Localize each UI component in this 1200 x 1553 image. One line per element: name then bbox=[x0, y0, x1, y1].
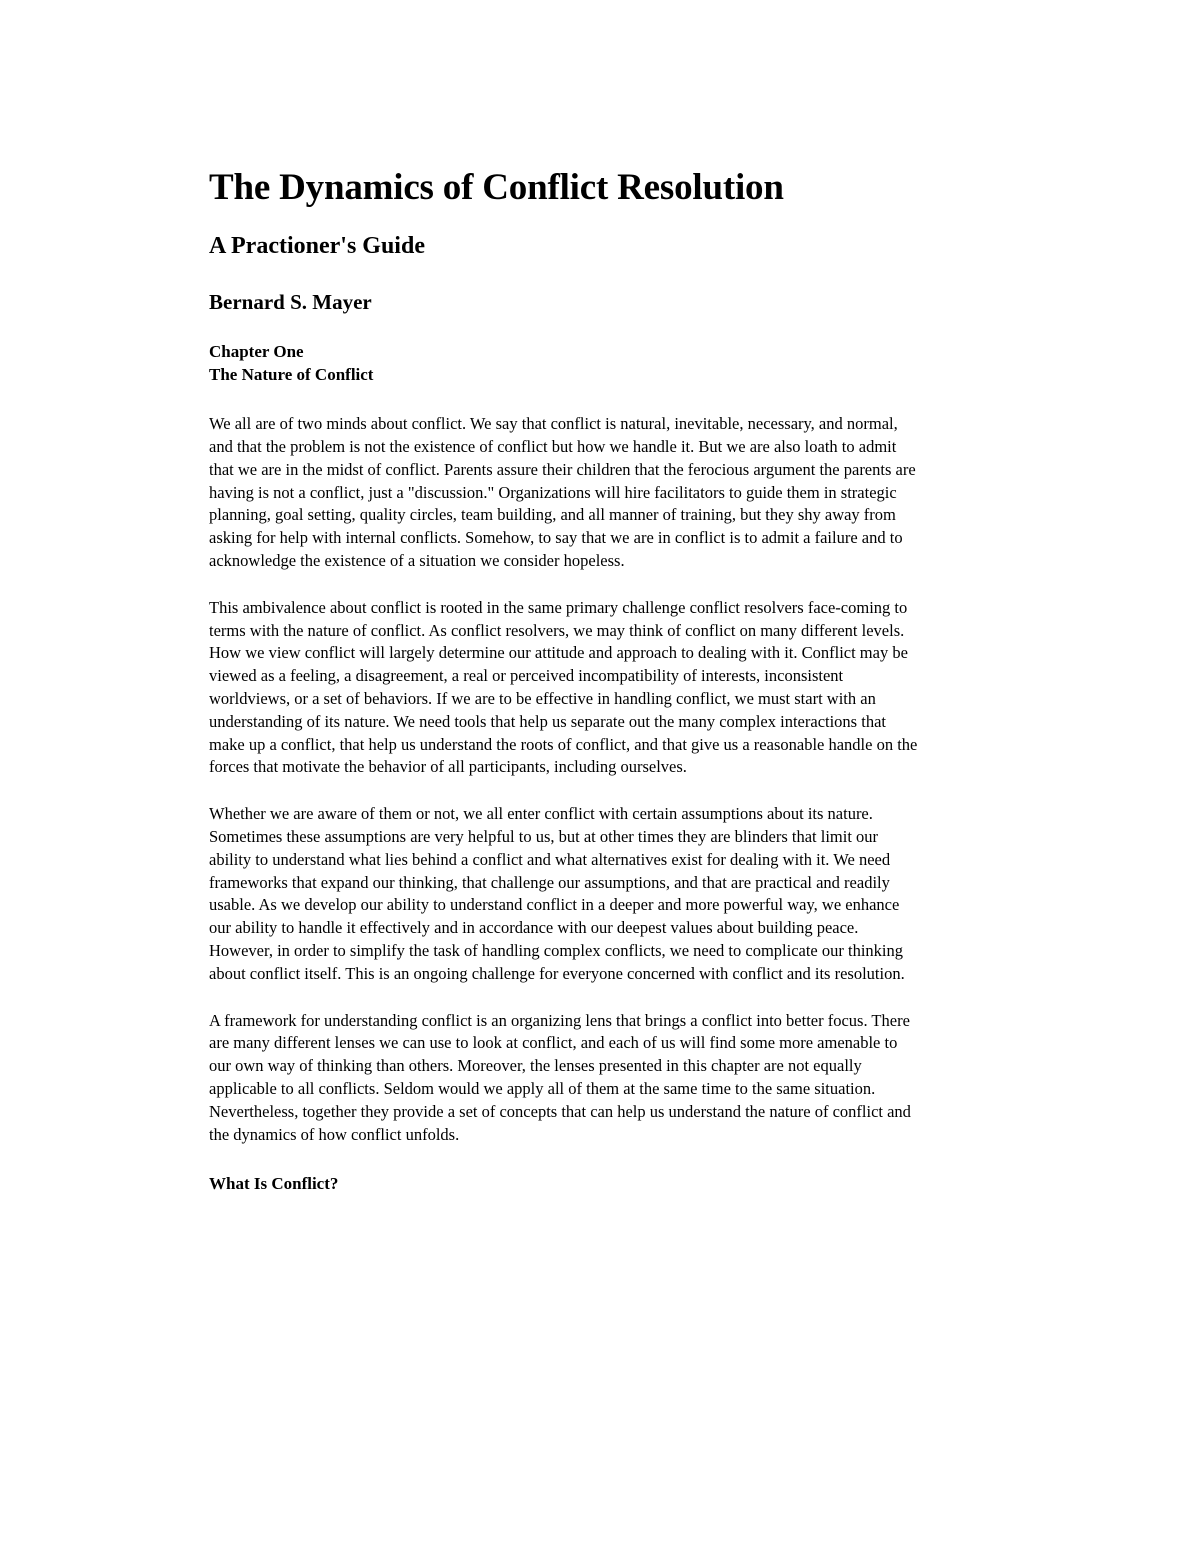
section-heading: What Is Conflict? bbox=[209, 1174, 339, 1194]
body-paragraph: A framework for understanding conflict is an organizing lens that brings a conflict into better focus. There are many different lenses we can use to look at conflict, and each of us will find some more amenable to our own way of thinking than others. Moreover, the lenses presented in this chapter are not equally applicable to all conflicts. Seldom would we apply all of them at the same time to the same situation. Nevertheless, together they provide a set of concepts that can help us understand the nature of conflict and the dynamics of how conflict unfolds. bbox=[209, 1010, 911, 1144]
chapter-number: Chapter One bbox=[209, 342, 304, 361]
chapter-title: The Nature of Conflict bbox=[209, 364, 374, 384]
body-paragraph: This ambivalence about conflict is rooted in the same primary challenge conflict resolvers face-coming to terms with the nature of conflict. As conflict resolvers, we may think of conflict on many different levels. How we view conflict will largely determine our attitude and approach to dealing with it. Conflict may be viewed as a feeling, a disagreement, a real or perceived incompatibility of interests, inconsistent worldviews, or a set of behaviors. If we are to be effective in handling conflict, we must start with an understanding of its nature. We need tools that help us separate out the many complex interactions that make up a conflict, that help us understand the roots of conflict, and that give us a reasonable handle on the forces that motivate the behavior of all participants, including ourselves. bbox=[209, 597, 918, 777]
book-subtitle: A Practioner's Guide bbox=[209, 233, 425, 259]
book-author: Bernard S. Mayer bbox=[209, 290, 372, 314]
document-content bbox=[209, 165, 919, 1195]
chapter-heading bbox=[209, 341, 919, 386]
body-paragraph: Whether we are aware of them or not, we all enter conflict with certain assumptions about its nature. Sometimes these assumptions are very helpful to us, but at other times they are blinders that limit our ability to understand what lies behind a conflict and what alternatives exist for dealing with it. We need frameworks that expand our thinking, that challenge our assumptions, and that are practical and readily usable. As we develop our ability to understand conflict in a deeper and more powerful way, we enhance our ability to handle it effectively and in accordance with our deepest values about building peace. However, in order to simplify the task of handling complex conflicts, we need to complicate our thinking about conflict itself. This is an ongoing challenge for everyone concerned with conflict and its resolution. bbox=[209, 804, 905, 983]
book-title: The Dynamics of Conflict Resolution bbox=[209, 167, 784, 208]
body-paragraph: We all are of two minds about conflict. We say that conflict is natural, inevitable, necessary, and normal, and that the problem is not the existence of conflict but how we handle it. But we are also loath to admit that we are in the midst of conflict. Parents assure their children that the ferocious argument the parents are having is not a conflict, just a "discussion." Organizations will hire facilitators to guide them in strategic planning, goal setting, quality circles, team building, and all manner of training, but they shy away from asking for help with internal conflicts. Somehow, to say that we are in conflict is to admit a failure and to acknowledge the existence of a situation we consider hopeless. bbox=[209, 414, 916, 570]
